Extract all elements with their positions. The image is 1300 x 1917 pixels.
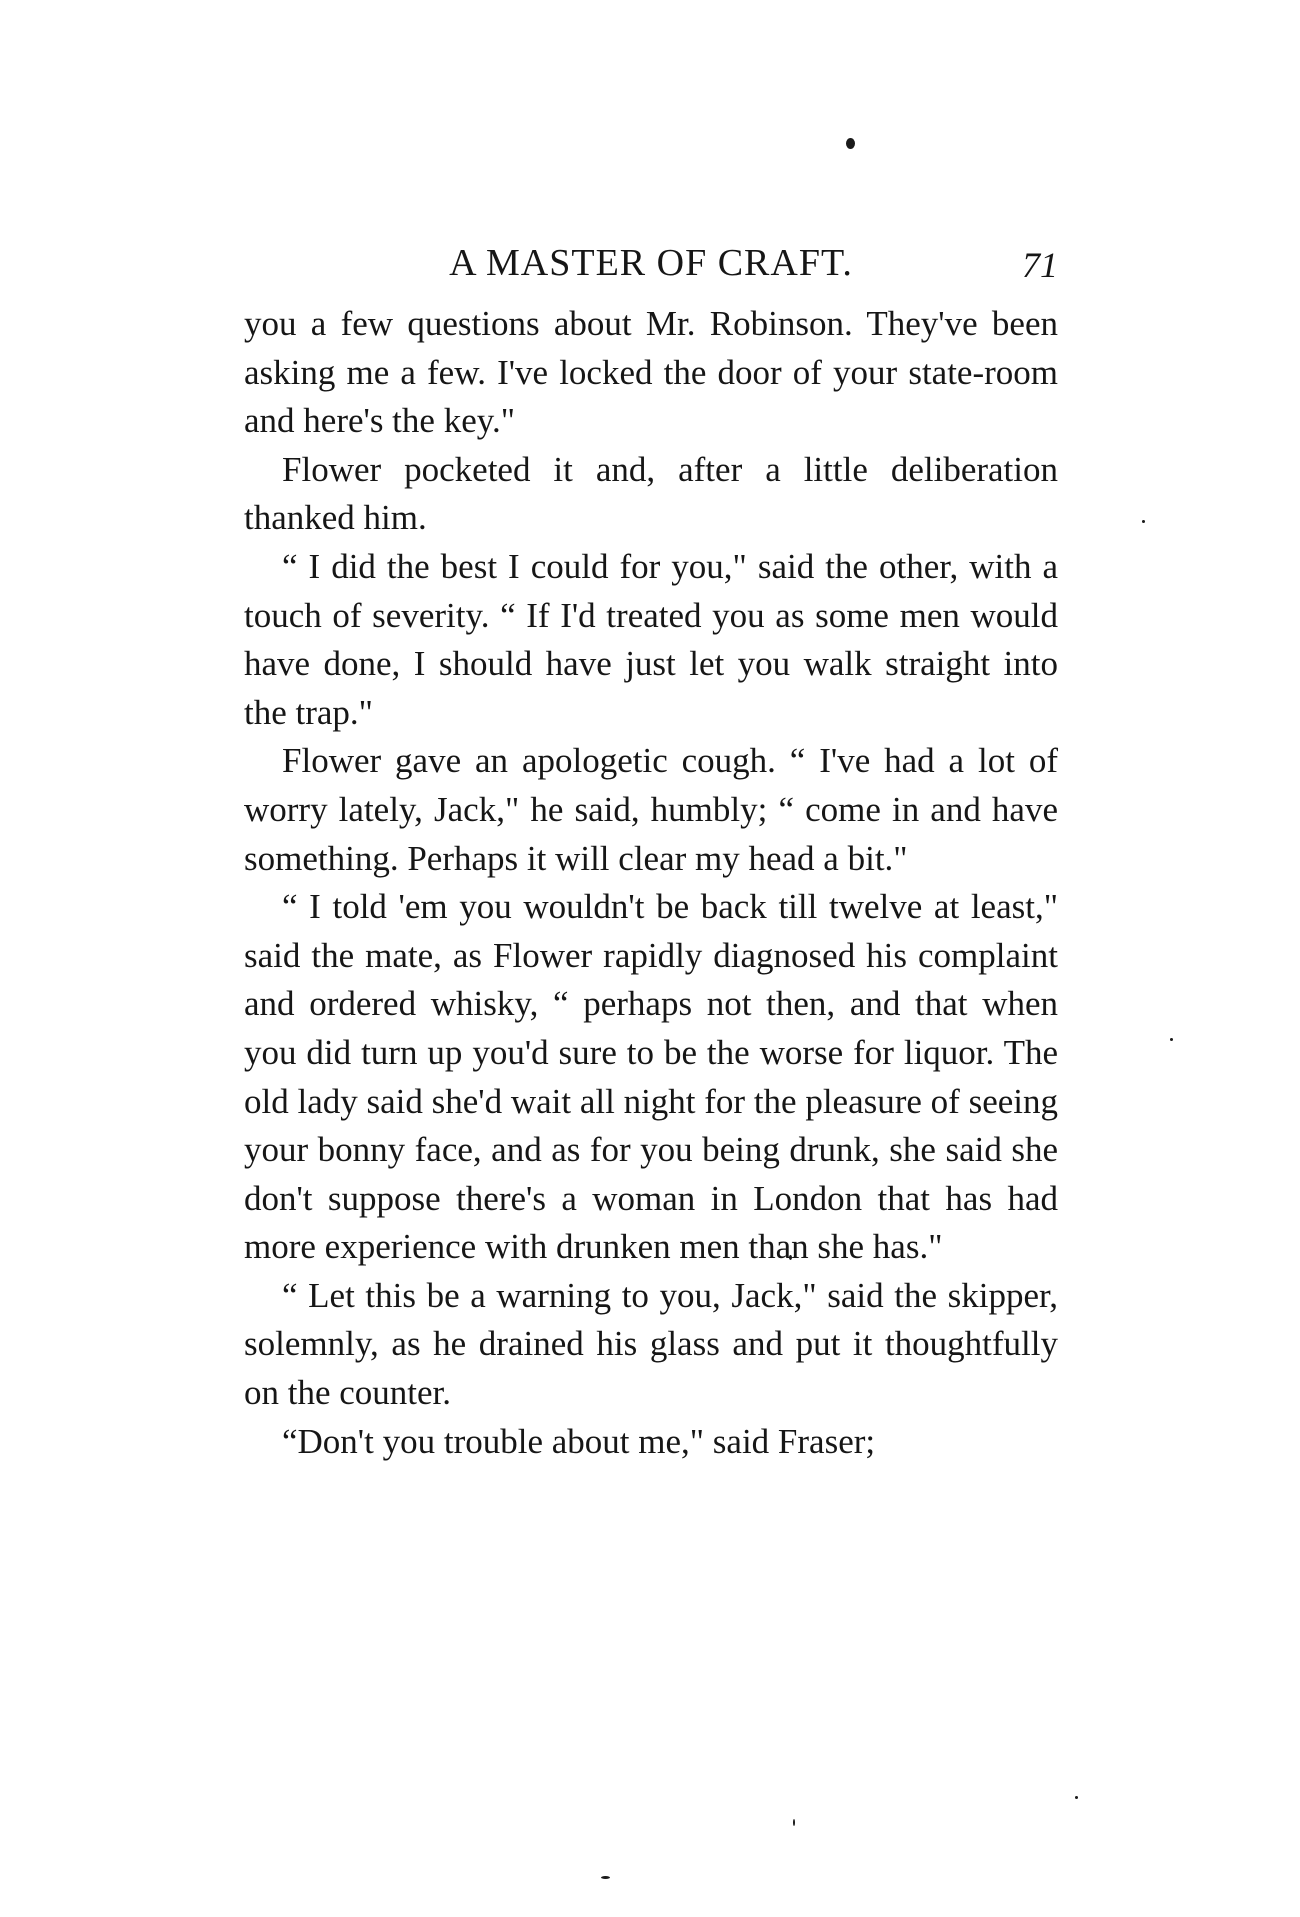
ink-speck (1075, 1796, 1078, 1799)
page-header (244, 236, 1058, 290)
paragraph: “ I told 'em you wouldn't be back till twelve at least," said the mate, as Flower rapidly diagnosed his complaint and ordered whisky, “ perhaps not then, and that when you did turn up you'd sure to be the worse for liquor. The old lady said she'd wait all night for the pleasure of seeing your bonny face, and as for you being drunk, she said she don't suppose there's a woman in London that has had more experience with drunken men than she has." (244, 887, 1059, 1267)
paragraph: Flower gave an apologetic cough. “ I've had a lot of worry lately, Jack," he said, humbly; “ come in and have something. Perhaps it will clear my head a bit." (244, 741, 1058, 878)
paragraph: you a few questions about Mr. Robinson. They've been asking me a few. I've locked the door of your state-room and here's the key." (244, 304, 1058, 441)
paragraph: Flower pocketed it and, after a little deliberation thanked him. (244, 449, 1058, 538)
paragraph: “ Let this be a warning to you, Jack," said the skipper, solemnly, as he drained his glass and put it thoughtfully on the counter. (244, 1275, 1058, 1413)
ink-speck (1142, 520, 1145, 523)
running-title: A MASTER OF CRAFT. (449, 242, 853, 284)
ink-speck (601, 1876, 610, 1879)
ink-speck (1170, 1038, 1173, 1041)
ink-speck (846, 138, 855, 149)
page-number: 71 (1022, 245, 1058, 285)
ink-speck (793, 1819, 795, 1826)
paragraph: “Don't you trouble about me," said Fraser; (282, 1421, 876, 1461)
paragraph: “ I did the best I could for you," said the other, with a touch of severity. “ If I'd treated you as some men would have done, I should have just let you walk straight into the trap." (244, 546, 1058, 732)
body-text (244, 300, 1058, 1466)
